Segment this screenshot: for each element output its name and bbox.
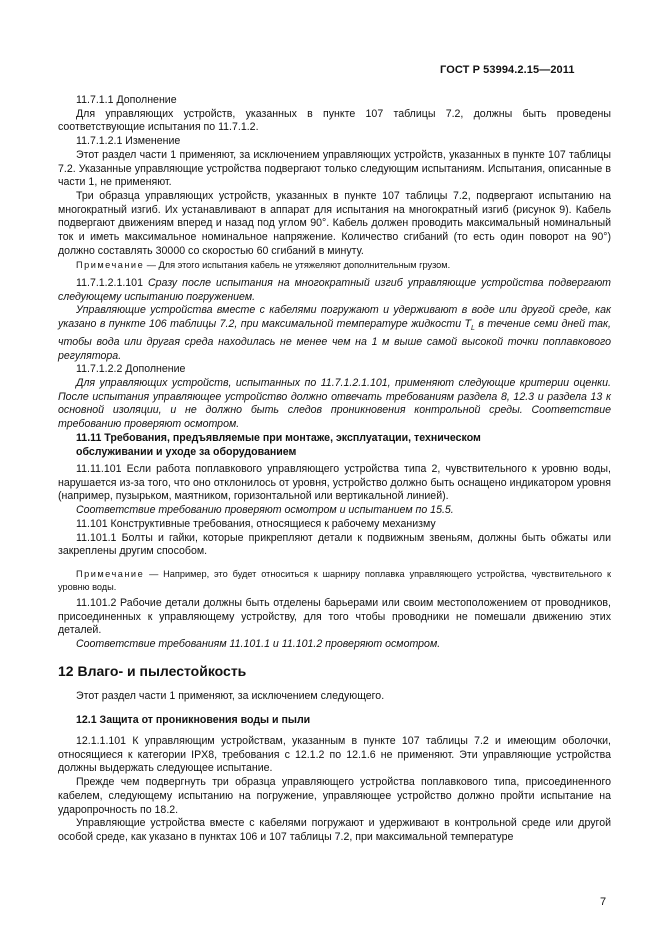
paragraph: 11.7.1.2.2 Дополнение — [76, 363, 186, 376]
note-text: — Для этого испытания кабель не утяжеляют дополнительным грузом. — [144, 260, 451, 270]
subscript: L — [471, 325, 475, 333]
paragraph: Прежде чем подвергнуть три образца управляющего устройства поплавкового типа, присоединенного кабелем, следующему испытанию на погружение, управляющее устройство должно пройти испытание на ударопрочность по 18.2. — [58, 776, 611, 816]
paragraph: 11.101.1 Болты и гайки, которые прикрепляют детали к подвижным звеньям, должны быть обжаты или закреплены другим способом. — [58, 531, 611, 558]
paragraph: Соответствие требованию проверяют осмотром и испытанием по 15.5. — [76, 504, 454, 517]
paragraph: 11.101 Конструктивные требования, относящиеся к рабочему механизму — [76, 517, 436, 530]
text-block-11-101-2 — [58, 597, 611, 652]
section-heading-12: 12 Влаго- и пылестойкость — [58, 663, 247, 679]
paragraph: Для управляющих устройств, испытанных по 11.7.1.2.1.101, применяют следующие критерии оценки. После испытания управляющее устройство должно отвечать требованиям раздела 8, 12.3 и раздела 13 к основной изоляции, и не должно быть следов проникновения контрольной среды. Соответствие требованию проверяют осмотром. — [58, 377, 611, 431]
paragraph: Этот раздел части 1 применяют, за исключением следующего. — [76, 690, 385, 702]
paragraph: Управляющие устройства вместе с кабелями погружают и удерживают в контрольной среде или другой особой среде, как указано в пунктах 106 и 107 таблицы 7.2, при максимальной температуре — [58, 817, 611, 843]
section-heading-12-1: 12.1 Защита от проникновения воды и пыли — [76, 714, 311, 726]
note-text: — Например, это будет относиться к шарниру поплавка управляющего устройства, чувствительного к уровню воды. — [58, 569, 611, 592]
document-id: ГОСТ Р 53994.2.15—2011 — [440, 64, 575, 76]
note-2 — [58, 568, 611, 593]
paragraph: Управляющие устройства вместе с кабелями погружают и удерживают в воде или другой среде, как указано в пункте 106 таблицы 7.2, при максимальной температуре жидкости $T_L$ в течение семи дней так, чтобы вода или другая среда находилась не менее чем на 1 м выше самой высокой точки поплавкового регулятора. — [58, 304, 611, 362]
paragraph — [58, 277, 611, 304]
text-block-11-7 — [58, 94, 611, 258]
paragraph: 11.7.1.1 Дополнение — [76, 94, 177, 106]
page-number: 7 — [600, 896, 607, 908]
clause-number: 11.7.1.2.1.101 — [76, 277, 143, 289]
note-label: Примечание — [76, 569, 145, 579]
text-block-12 — [58, 690, 611, 704]
paragraph: 11.11.101 Если работа поплавкового управляющего устройства типа 2, чувствительного к уровню воды, нарушается из-за того, что оно отклонилось от уровня, устройство должно быть оснащено индикатором уровня (например, пузырьком, маятником, горизонтальной или вертикальной линией). — [58, 463, 611, 503]
paragraph: Соответствие требованиям 11.101.1 и 11.101.2 проверяют осмотром. — [76, 638, 441, 651]
paragraph: Этот раздел части 1 применяют, за исключением управляющих устройств, указанных в пункте 107 таблицы 7.2. Указанные управляющие устройства подвергают только следующим испытаниям. Испытания, описанные в части 1, не применяют. — [58, 148, 611, 189]
text-block-11-11 — [58, 463, 611, 559]
text-block-12-1 — [58, 735, 611, 845]
section-heading-11-11: 11.11 Требования, предъявляемые при монтаже, эксплуатации, техническом обслуживании и уходе за оборудованием — [76, 432, 481, 458]
note-1 — [58, 259, 611, 273]
paragraph: 11.7.1.2.1 Изменение — [76, 135, 181, 148]
paragraph: 12.1.1.101 К управляющим устройствам, указанным в пункте 107 таблицы 7.2 и имеющим оболочки, относящиеся к категории IPX8, требования с 12.1.2 по 12.1.6 не применяют. Эти управляющие устройства должны выдержать следующее испытание. — [58, 735, 611, 775]
note-label: Примечание — [76, 260, 145, 270]
paragraph: Три образца управляющих устройств, указанных в пункте 107 таблицы 7.2, подвергают испытанию на многократный изгиб. Их устанавливают в аппарат для испытания на многократный изгиб (рисунок 9). Кабель подвергают движениям вперед и назад под углом 90°. Кабель должен проводить максимальный номинальный ток и иметь максимальное номинальное напряжение. Количество сгибаний (то есть один поворот на 90°) должно составлять 30000 со скоростью 60 сгибаний в минуту. — [58, 189, 611, 257]
paragraph: Для управляющих устройств, указанных в пункте 107 таблицы 7.2, должны быть проведены соответствующие испытания по 11.7.1.2. — [58, 107, 611, 134]
clause-text: Сразу после испытания на многократный изгиб управляющие устройства подвергают следующему испытанию погружением. — [58, 277, 611, 303]
paragraph: 11.101.2 Рабочие детали должны быть отделены барьерами или своим местоположением от проводников, присоединенных к управляющему устройству, для того чтобы проводники не помешали движению этих деталей. — [58, 597, 611, 637]
text-block-11-7-1-2-1-101 — [58, 277, 611, 432]
